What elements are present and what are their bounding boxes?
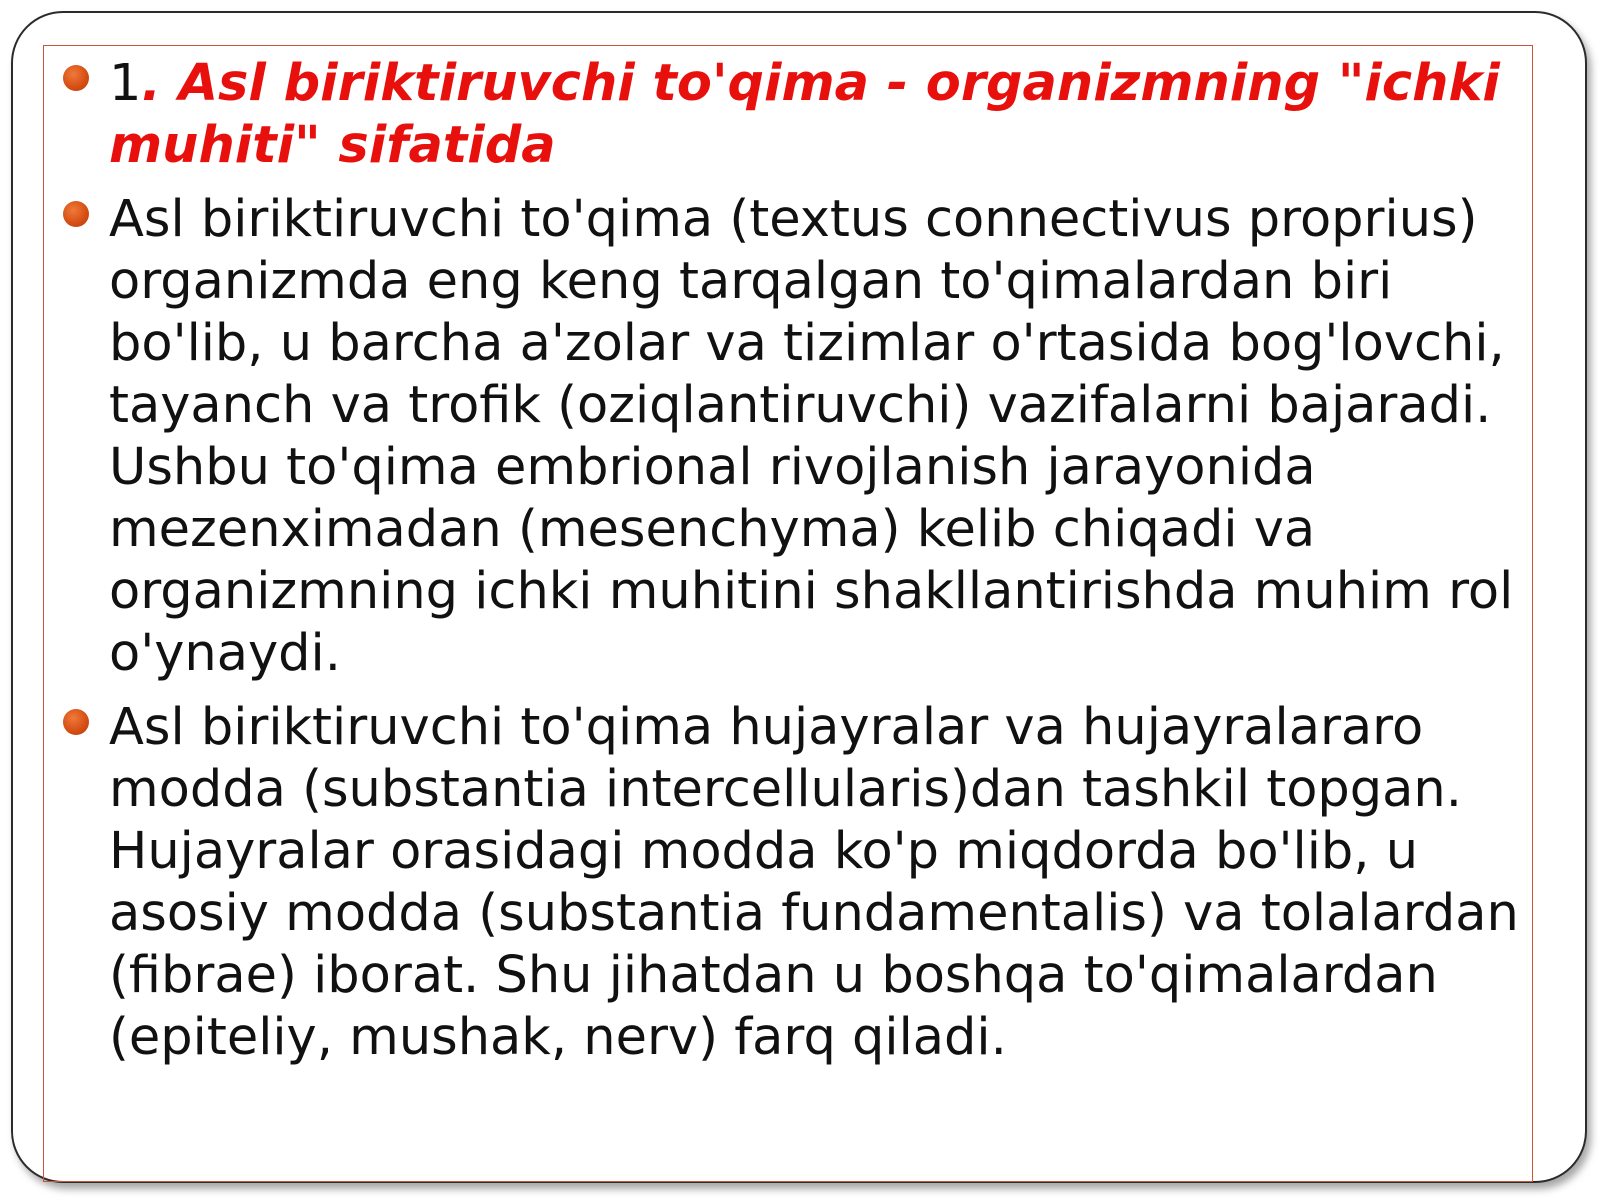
bullet-list bbox=[109, 53, 1519, 1069]
bullet-paragraph-1 bbox=[109, 189, 1519, 685]
bullet-dot-icon bbox=[63, 65, 89, 91]
heading-number: 1 bbox=[109, 54, 142, 113]
paragraph-text: Asl biriktiruvchi to'qima (textus connectivus proprius) organizmda eng keng tarqalgan to'qimalardan biri bo'lib, u barcha a'zolar va tizimlar o'rtasida bog'lovchi, tayanch va trofik (oziqlantiruvchi) vazifalarni bajaradi. Ushbu to'qima embrional rivojlanish jarayonida mezenximadan (mesenchyma) kelib chiqadi va organizmning ichki muhitini shakllantirishda muhim rol o'ynaydi. bbox=[109, 190, 1514, 683]
heading-title: . Asl biriktiruvchi to'qima - organizmning "ichki muhiti" sifatida bbox=[109, 54, 1500, 175]
slide-frame bbox=[11, 11, 1587, 1183]
bullet-dot-icon bbox=[63, 709, 89, 735]
bullet-heading bbox=[109, 53, 1519, 177]
bullet-dot-icon bbox=[63, 201, 89, 227]
paragraph-text: Asl biriktiruvchi to'qima hujayralar va hujayralararo modda (substantia intercellularis)dan tashkil topgan. Hujayralar orasidagi modda ko'p miqdorda bo'lib, u asosiy modda (substantia fundamentalis) va tolalardan (fibrae) iborat. Shu jihatdan u boshqa to'qimalardan (epiteliy, mushak, nerv) farq qiladi. bbox=[109, 698, 1519, 1067]
bullet-paragraph-2 bbox=[109, 697, 1519, 1069]
